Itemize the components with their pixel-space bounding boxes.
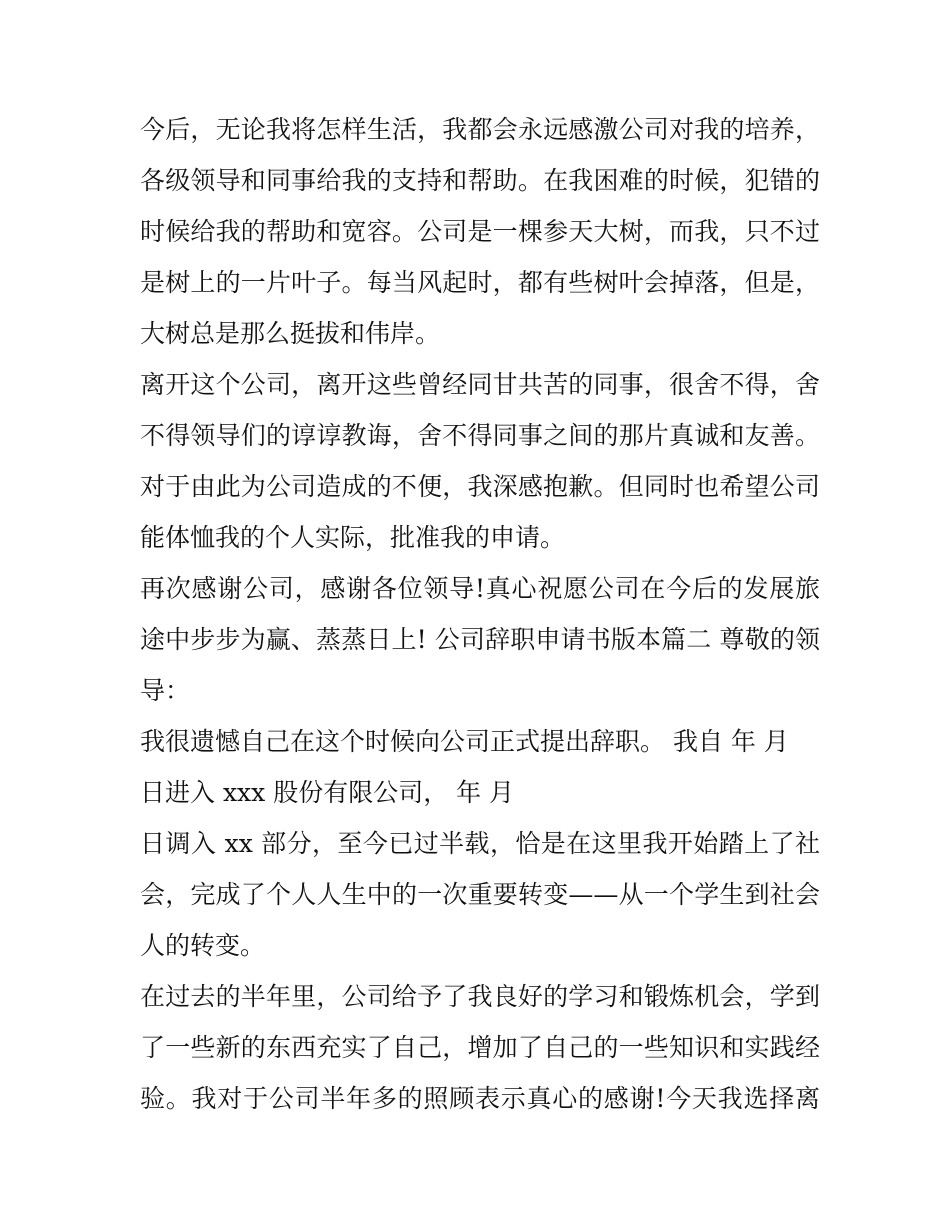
text-line: 对于由此为公司造成的不便，我深感抱歉。但同时也希望公司 [140, 472, 820, 501]
text-line: 大树总是那么挺拔和伟岸。 [140, 319, 441, 348]
text-line: 能体恤我的个人实际，批准我的申请。 [140, 523, 566, 552]
text-line: 在过去的半年里，公司给予了我良好的学习和锻炼机会，学到 [140, 982, 820, 1011]
text-line: 再次感谢公司，感谢各位领导!真心祝愿公司在今后的发展旅 [140, 574, 820, 603]
text-line: 会，完成了个人人生中的一次重要转变——从一个学生到社会 [140, 880, 820, 909]
text-line: 离开这个公司，离开这些曾经同甘共苦的同事，很舍不得，舍 [140, 370, 820, 399]
text-line: 途中步步为赢、蒸蒸日上! 公司辞职申请书版本篇二 尊敬的领 [140, 625, 820, 654]
text-line: 验。我对于公司半年多的照顾表示真心的感谢!今天我选择离 [140, 1084, 820, 1113]
text-line: 了一些新的东西充实了自己，增加了自己的一些知识和实践经 [140, 1033, 820, 1062]
text-line: 不得领导们的谆谆教诲，舍不得同事之间的那片真诚和友善。 [140, 421, 820, 450]
text-line: 人的转变。 [140, 931, 266, 960]
text-line: 日进入 xxx 股份有限公司， 年 月 [140, 778, 515, 807]
text-line: 今后，无论我将怎样生活，我都会永远感激公司对我的培养， [140, 115, 820, 144]
text-line: 各级领导和同事给我的支持和帮助。在我困难的时候，犯错的 [140, 166, 820, 195]
text-line: 时候给我的帮助和宽容。公司是一棵参天大树，而我，只不过 [140, 217, 820, 246]
text-line: 是树上的一片叶子。每当风起时，都有些树叶会掉落，但是， [140, 268, 820, 297]
text-line: 导： [140, 676, 191, 705]
text-line: 我很遗憾自己在这个时候向公司正式提出辞职。 我自 年 月 [140, 727, 789, 756]
document-body [140, 104, 820, 1124]
text-line: 日调入 xx 部分，至今已过半载，恰是在这里我开始踏上了社 [140, 829, 820, 858]
